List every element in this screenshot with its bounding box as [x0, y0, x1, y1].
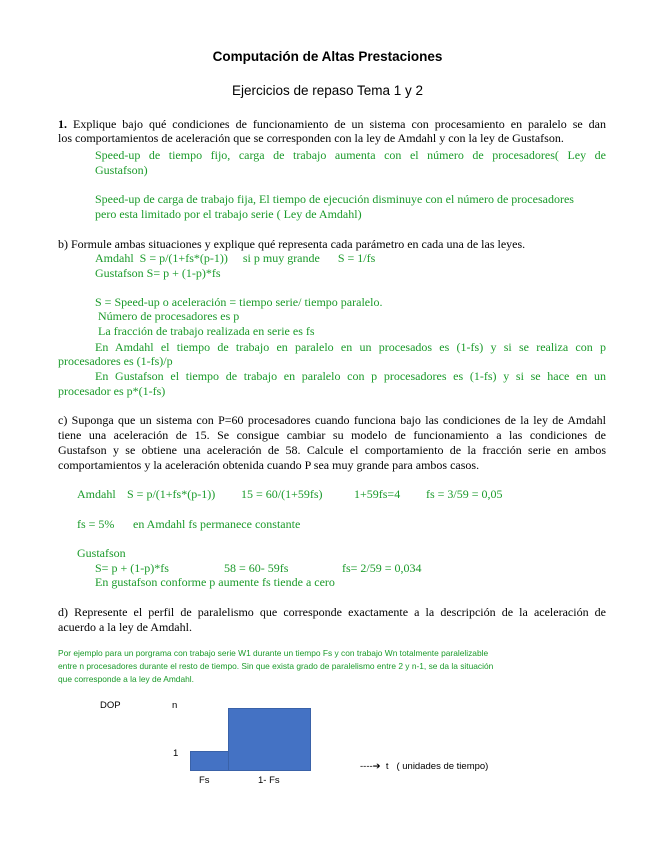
diagram-tick-n: n: [172, 700, 178, 711]
qb-amdahl-expl-line-1: En Amdahl el tiempo de trabajo en paralelo en un procesados es (1-fs) y si se realiza con p: [95, 340, 606, 354]
qb-amdahl-expl-line-2: procesadores es (1-fs)/p: [58, 354, 173, 368]
q1-line-2: los comportamientos de aceleración que se corresponden con la ley de Amdahl y con la ley de Gustafson.: [58, 131, 564, 145]
document-subtitle: Ejercicios de repaso Tema 1 y 2: [231, 83, 424, 98]
qc-gustafson-label: Gustafson: [77, 546, 126, 560]
qc-amdahl-label: Amdahl: [77, 487, 116, 501]
qc-amdahl-eq-1: 15 = 60/(1+59fs): [241, 487, 323, 501]
qc-gustafson-eq: 58 = 60- 59fs: [224, 561, 289, 575]
qd-line-2: acuerdo a la ley de Amdahl.: [58, 620, 192, 634]
qd-example-line-2: entre n procesadores durante el resto de tiempo. Sin que exista grado de paralelismo entre 2 y n-1, se da la situación: [58, 661, 494, 671]
qb-def-fs: La fracción de trabajo realizada en serie es fs: [98, 324, 315, 338]
qc-fs-note: en Amdahl fs permanece constante: [133, 517, 301, 531]
q1-answer-2-line-2: pero esta limitado por el trabajo serie ( Ley de Amdahl): [95, 207, 362, 221]
qb-gustafson-formula: Gustafson S= p + (1-p)*fs: [95, 266, 221, 280]
qb-def-p: Número de procesadores es p: [98, 309, 240, 323]
q1-number: 1.: [58, 117, 67, 131]
qb-question: b) Formule ambas situaciones y explique qué representa cada parámetro en cada una de las leyes.: [58, 237, 526, 251]
diagram-bar-parallel: [228, 708, 311, 771]
qc-gustafson-formula: S= p + (1-p)*fs: [95, 561, 169, 575]
qd-example-line-3: que corresponde a la ley de Amdahl.: [58, 674, 194, 684]
qc-fs-percent: fs = 5%: [77, 517, 115, 531]
qd-line-1: d) Represente el perfil de paralelismo que corresponde exactamente a la descripción de la aceleración de: [58, 605, 606, 619]
qc-line-2: tiene una aceleración de 15. Se consigue cambiar su modelo de funcionamiento a las condiciones de: [58, 428, 606, 442]
diagram-y-label: DOP: [100, 700, 121, 711]
q1-answer-1-line-1: Speed-up de tiempo fijo, carga de trabajo aumenta con el número de procesadores( Ley de: [95, 148, 606, 162]
qc-line-3: Gustafson y se obtiene una aceleración de 58. Calcule el comportamiento de la fracción serie en ambos: [58, 443, 606, 457]
diagram-bar-serial: [190, 751, 229, 771]
qb-gust-expl-line-1: En Gustafson el tiempo de trabajo en paralelo con p procesadores es (1-fs) y si se hace en un: [95, 369, 606, 383]
q1-answer-1-line-2: Gustafson): [95, 163, 148, 177]
diagram-tick-1: 1: [173, 748, 179, 759]
qb-gust-expl-line-2: procesador es p*(1-fs): [58, 384, 166, 398]
qc-amdahl-result: fs = 3/59 = 0,05: [426, 487, 503, 501]
qc-line-4: comportamientos y la aceleración obtenida cuando P sea muy grande para ambos casos.: [58, 458, 480, 472]
q1-text-1: Explique bajo qué condiciones de funcionamiento de un sistema con procesamiento en paralelo se dan: [73, 117, 606, 131]
qc-amdahl-eq-2: 1+59fs=4: [354, 487, 401, 501]
q1-line-1: [58, 117, 606, 131]
diagram-time-label: ----➔ t ( unidades de tiempo): [360, 761, 489, 772]
document-title: Computación de Altas Prestaciones: [212, 49, 443, 64]
qc-gustafson-result: fs= 2/59 = 0,034: [342, 561, 422, 575]
qb-amdahl-formula: Amdahl S = p/(1+fs*(p-1)) si p muy grande S = 1/fs: [95, 251, 376, 265]
qc-gustafson-note: En gustafson conforme p aumente fs tiende a cero: [95, 575, 335, 589]
qc-line-1: c) Suponga que un sistema con P=60 procesadores cuando funciona bajo las condiciones de la ley de Amdahl: [58, 413, 606, 427]
diagram-x-label-fs: Fs: [199, 775, 210, 786]
q1-answer-2-line-1: Speed-up de carga de trabajo fija, El tiempo de ejecución disminuye con el número de procesadores: [95, 192, 574, 206]
qb-def-s: S = Speed-up o aceleración = tiempo serie/ tiempo paralelo.: [95, 295, 383, 309]
diagram-x-label-1-fs: 1- Fs: [258, 775, 280, 786]
qd-example-line-1: Por ejemplo para un porgrama con trabajo serie W1 durante un tiempo Fs y con trabajo Wn totalmente paralelizable: [58, 648, 489, 658]
qc-amdahl-formula: S = p/(1+fs*(p-1)): [127, 487, 216, 501]
